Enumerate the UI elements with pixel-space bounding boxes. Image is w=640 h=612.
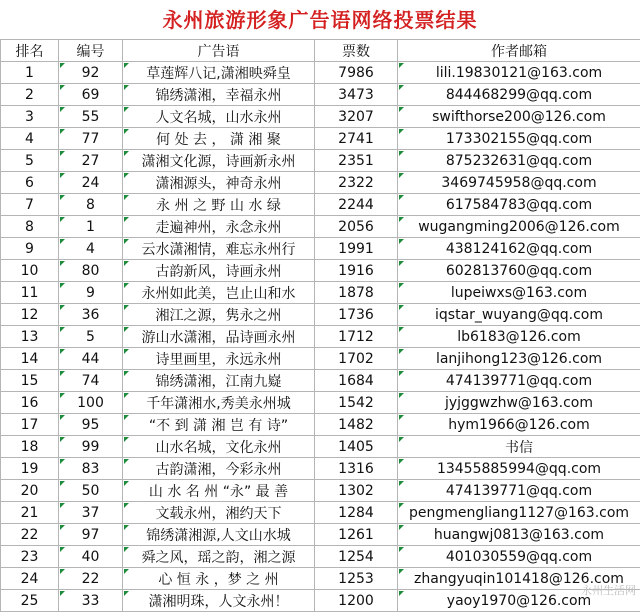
cell-votes: 2322 (315, 172, 398, 194)
cell-rank: 24 (1, 568, 59, 590)
cell-email: 617584783@qq.com (398, 194, 640, 216)
table-row (1, 414, 640, 436)
cell-number: 83 (59, 458, 123, 480)
table-row (1, 128, 640, 150)
cell-number: 55 (59, 106, 123, 128)
cell-rank: 3 (1, 106, 59, 128)
cell-votes: 2244 (315, 194, 398, 216)
cell-votes: 7986 (315, 62, 398, 84)
cell-email: 875232631@qq.com (398, 150, 640, 172)
header-votes: 票数 (315, 40, 398, 62)
cell-number: 69 (59, 84, 123, 106)
cell-votes: 1712 (315, 326, 398, 348)
cell-email: 474139771@qq.com (398, 370, 640, 392)
header-slogan: 广告语 (123, 40, 315, 62)
cell-slogan: 山 水 名 州 “永” 最 善 (123, 480, 315, 502)
cell-email: lanjihong123@126.com (398, 348, 640, 370)
cell-slogan: 文载永州，湘约天下 (123, 502, 315, 524)
cell-slogan: 潇湘文化源，诗画新永州 (123, 150, 315, 172)
cell-votes: 1736 (315, 304, 398, 326)
header-number: 编号 (59, 40, 123, 62)
cell-number: 37 (59, 502, 123, 524)
cell-email: lb6183@126.com (398, 326, 640, 348)
cell-slogan: 心 恒 永 ，梦 之 州 (123, 568, 315, 590)
cell-rank: 9 (1, 238, 59, 260)
table-row (1, 62, 640, 84)
table-row (1, 348, 640, 370)
cell-slogan: 云水潇湘情，难忘永州行 (123, 238, 315, 260)
cell-votes: 1991 (315, 238, 398, 260)
cell-slogan: 人文名城，山水永州 (123, 106, 315, 128)
cell-slogan: 诗里画里，永远永州 (123, 348, 315, 370)
cell-number: 1 (59, 216, 123, 238)
cell-slogan: 千年潇湘水,秀美永州城 (123, 392, 315, 414)
cell-email: 书信 (398, 436, 640, 458)
cell-email: hym1966@126.com (398, 414, 640, 436)
cell-number: 44 (59, 348, 123, 370)
cell-rank: 22 (1, 524, 59, 546)
cell-number: 74 (59, 370, 123, 392)
cell-votes: 1254 (315, 546, 398, 568)
table-row (1, 106, 640, 128)
cell-number: 92 (59, 62, 123, 84)
cell-rank: 4 (1, 128, 59, 150)
cell-slogan: 舜之风，瑶之韵，湘之源 (123, 546, 315, 568)
cell-rank: 6 (1, 172, 59, 194)
cell-number: 40 (59, 546, 123, 568)
cell-votes: 1302 (315, 480, 398, 502)
cell-slogan: 草莲辉八记,潇湘映舜皇 (123, 62, 315, 84)
cell-rank: 18 (1, 436, 59, 458)
table-row (1, 370, 640, 392)
cell-rank: 13 (1, 326, 59, 348)
cell-rank: 10 (1, 260, 59, 282)
cell-number: 95 (59, 414, 123, 436)
cell-votes: 1482 (315, 414, 398, 436)
cell-votes: 1684 (315, 370, 398, 392)
table-row (1, 568, 640, 590)
cell-email: 3469745958@qq.com (398, 172, 640, 194)
table-row (1, 436, 640, 458)
table-row (1, 546, 640, 568)
cell-slogan: 锦绣潇湘，幸福永州 (123, 84, 315, 106)
cell-number: 24 (59, 172, 123, 194)
cell-rank: 20 (1, 480, 59, 502)
cell-rank: 14 (1, 348, 59, 370)
watermark-text: 永州生活网 (581, 582, 636, 598)
cell-rank: 8 (1, 216, 59, 238)
cell-slogan: 古韵潇湘，今彩永州 (123, 458, 315, 480)
cell-number: 50 (59, 480, 123, 502)
cell-email: iqstar_wuyang@qq.com (398, 304, 640, 326)
cell-votes: 1405 (315, 436, 398, 458)
cell-votes: 1253 (315, 568, 398, 590)
cell-slogan: 山水名城，文化永州 (123, 436, 315, 458)
table-row (1, 524, 640, 546)
cell-votes: 1878 (315, 282, 398, 304)
cell-email: 602813760@qq.com (398, 260, 640, 282)
cell-email: 401030559@qq.com (398, 546, 640, 568)
header-email: 作者邮箱 (398, 40, 640, 62)
cell-slogan: 潇湘明珠，人文永州！ (123, 590, 315, 612)
cell-votes: 1316 (315, 458, 398, 480)
header-row (1, 40, 640, 62)
cell-email: swifthorse200@126.com (398, 106, 640, 128)
cell-number: 100 (59, 392, 123, 414)
cell-votes: 1284 (315, 502, 398, 524)
cell-number: 36 (59, 304, 123, 326)
cell-email: wugangming2006@126.com (398, 216, 640, 238)
cell-number: 5 (59, 326, 123, 348)
cell-rank: 12 (1, 304, 59, 326)
cell-number: 33 (59, 590, 123, 612)
cell-rank: 21 (1, 502, 59, 524)
table-row (1, 216, 640, 238)
cell-email: zhangyuqin101418@126.com (398, 568, 640, 590)
cell-rank: 19 (1, 458, 59, 480)
table-row (1, 150, 640, 172)
table-body (1, 62, 640, 612)
cell-number: 8 (59, 194, 123, 216)
cell-votes: 1261 (315, 524, 398, 546)
cell-rank: 15 (1, 370, 59, 392)
cell-votes: 1542 (315, 392, 398, 414)
cell-number: 80 (59, 260, 123, 282)
table-row (1, 84, 640, 106)
cell-votes: 3473 (315, 84, 398, 106)
cell-number: 97 (59, 524, 123, 546)
cell-number: 9 (59, 282, 123, 304)
cell-slogan: 潇湘源头，神奇永州 (123, 172, 315, 194)
cell-votes: 1702 (315, 348, 398, 370)
page-title: 永州旅游形象广告语网络投票结果 (0, 0, 640, 40)
cell-votes: 2741 (315, 128, 398, 150)
cell-slogan: 锦绣潇湘源,人文山水城 (123, 524, 315, 546)
cell-email: 173302155@qq.com (398, 128, 640, 150)
cell-rank: 2 (1, 84, 59, 106)
table-row (1, 590, 640, 612)
cell-rank: 7 (1, 194, 59, 216)
table-row (1, 238, 640, 260)
cell-email: lupeiwxs@163.com (398, 282, 640, 304)
cell-rank: 1 (1, 62, 59, 84)
table-row (1, 458, 640, 480)
cell-votes: 2351 (315, 150, 398, 172)
table-row (1, 480, 640, 502)
cell-number: 99 (59, 436, 123, 458)
table-row (1, 392, 640, 414)
cell-email: jyjggwzhw@163.com (398, 392, 640, 414)
table-row (1, 194, 640, 216)
cell-slogan: 永州如此美，岂止山和水 (123, 282, 315, 304)
cell-votes: 1200 (315, 590, 398, 612)
cell-slogan: 古韵新风，诗画永州 (123, 260, 315, 282)
cell-rank: 16 (1, 392, 59, 414)
table-row (1, 326, 640, 348)
cell-slogan: “不 到 潇 湘 岂 有 诗” (123, 414, 315, 436)
cell-votes: 3207 (315, 106, 398, 128)
cell-slogan: 走遍神州，永念永州 (123, 216, 315, 238)
table-row (1, 172, 640, 194)
cell-rank: 25 (1, 590, 59, 612)
cell-rank: 23 (1, 546, 59, 568)
results-table (0, 40, 640, 612)
cell-email: 13455885994@qq.com (398, 458, 640, 480)
cell-number: 27 (59, 150, 123, 172)
header-rank: 排名 (1, 40, 59, 62)
cell-email: pengmengliang1127@163.com (398, 502, 640, 524)
cell-slogan: 游山水潇湘，品诗画永州 (123, 326, 315, 348)
table-row (1, 260, 640, 282)
cell-email: 474139771@qq.com (398, 480, 640, 502)
cell-rank: 11 (1, 282, 59, 304)
cell-email: 844468299@qq.com (398, 84, 640, 106)
cell-slogan: 锦绣潇湘，江南九嶷 (123, 370, 315, 392)
cell-votes: 1916 (315, 260, 398, 282)
table-row (1, 282, 640, 304)
cell-email: lili.19830121@163.com (398, 62, 640, 84)
cell-email: 438124162@qq.com (398, 238, 640, 260)
cell-slogan: 何 处 去 ， 潇 湘 聚 (123, 128, 315, 150)
cell-rank: 17 (1, 414, 59, 436)
table-row (1, 502, 640, 524)
cell-votes: 2056 (315, 216, 398, 238)
cell-number: 4 (59, 238, 123, 260)
cell-slogan: 永 州 之 野 山 水 绿 (123, 194, 315, 216)
cell-number: 22 (59, 568, 123, 590)
cell-email: yaoy1970@126.com (398, 590, 640, 612)
cell-email: huangwj0813@163.com (398, 524, 640, 546)
cell-rank: 5 (1, 150, 59, 172)
cell-slogan: 湘江之源，隽永之州 (123, 304, 315, 326)
cell-number: 77 (59, 128, 123, 150)
table-row (1, 304, 640, 326)
